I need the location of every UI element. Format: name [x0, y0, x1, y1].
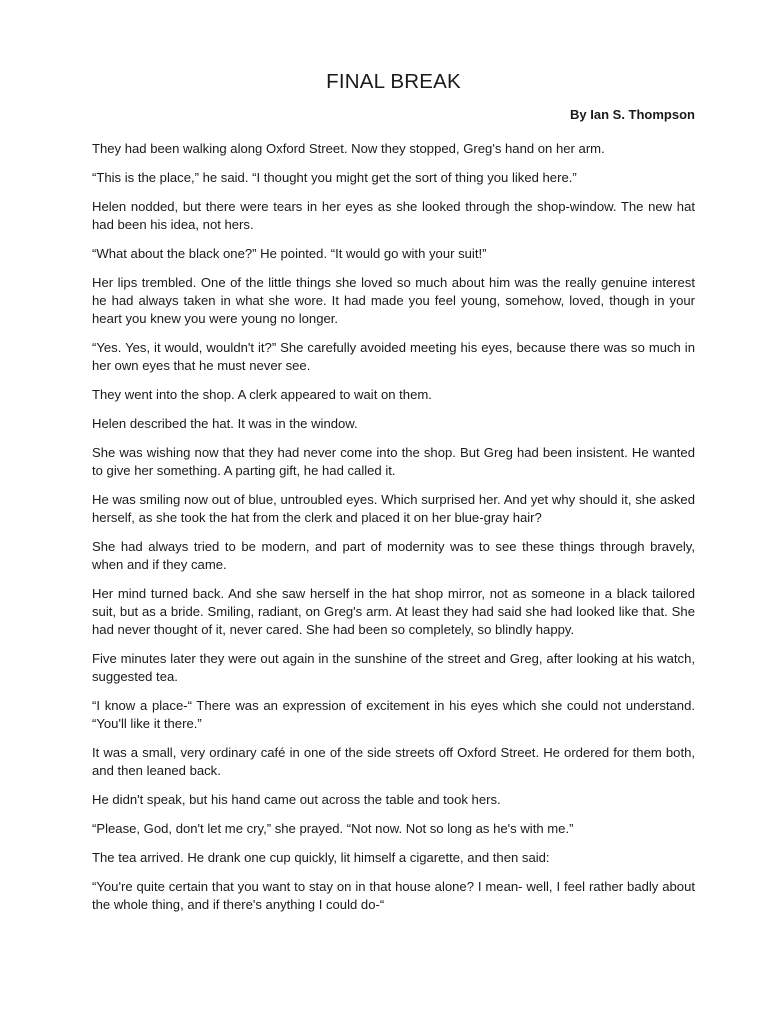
paragraph: “What about the black one?” He pointed. “It would go with your suit!” — [92, 246, 487, 261]
paragraph: He didn't speak, but his hand came out across the table and took hers. — [92, 792, 501, 807]
author-byline: By Ian S. Thompson — [570, 107, 695, 122]
paragraph: “You're quite certain that you want to stay on in that house alone? I mean- well, I feel rather badly about the whole thing, and if there's anything I could do-“ — [92, 879, 695, 912]
paragraph: Helen nodded, but there were tears in her eyes as she looked through the shop-window. The new hat had been his idea, not hers. — [92, 199, 695, 232]
paragraph: She was wishing now that they had never come into the shop. But Greg had been insistent. He wanted to give her something. A parting gift, he had called it. — [92, 445, 695, 478]
paragraph: They had been walking along Oxford Street. Now they stopped, Greg's hand on her arm. — [92, 141, 605, 156]
document-page — [92, 70, 695, 925]
paragraph: She had always tried to be modern, and part of modernity was to see these things through bravely, when and if they came. — [92, 539, 695, 572]
document-title: FINAL BREAK — [326, 70, 461, 93]
paragraph: “Please, God, don't let me cry,” she prayed. “Not now. Not so long as he's with me.” — [92, 821, 574, 836]
paragraph: They went into the shop. A clerk appeared to wait on them. — [92, 387, 432, 402]
paragraph: Five minutes later they were out again in the sunshine of the street and Greg, after looking at his watch, suggested tea. — [92, 651, 695, 684]
paragraph: He was smiling now out of blue, untroubled eyes. Which surprised her. And yet why should it, she asked herself, as she took the hat from the clerk and placed it on her blue-gray hair? — [92, 492, 695, 525]
paragraph: Her mind turned back. And she saw herself in the hat shop mirror, not as someone in a black tailored suit, but as a bride. Smiling, radiant, on Greg's arm. At least they had said she had looked like that. She had never thought of it, never cared. She had been so completely, so blindly happy. — [92, 586, 695, 637]
paragraph: “This is the place,” he said. “I thought you might get the sort of thing you liked here.” — [92, 170, 577, 185]
paragraph: “Yes. Yes, it would, wouldn't it?” She carefully avoided meeting his eyes, because there was so much in her own eyes that he must never see. — [92, 340, 695, 373]
paragraph: “I know a place-“ There was an expression of excitement in his eyes which she could not understand. “You'll like it there.” — [92, 698, 695, 731]
paragraph: Helen described the hat. It was in the window. — [92, 416, 358, 431]
story-body — [92, 140, 695, 914]
paragraph: The tea arrived. He drank one cup quickly, lit himself a cigarette, and then said: — [92, 850, 550, 865]
paragraph: It was a small, very ordinary café in one of the side streets off Oxford Street. He ordered for them both, and then leaned back. — [92, 745, 695, 778]
paragraph: Her lips trembled. One of the little things she loved so much about him was the really genuine interest he had always taken in what she wore. It had made you feel young, somehow, loved, though in your heart you knew you were young no longer. — [92, 275, 695, 326]
